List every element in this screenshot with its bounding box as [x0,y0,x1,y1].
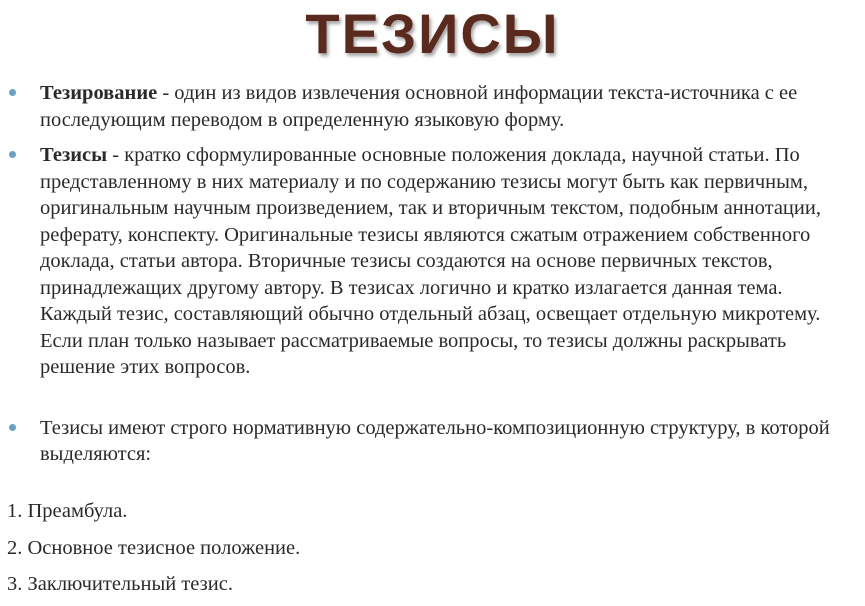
bullet-text: Тезисы имеют строго нормативную содержательно-композиционную структуру, в которой выделяются: [40,416,830,465]
bullet-text: - кратко сформулированные основные положения доклада, научной статьи. По представленному в них материалу и по содержанию тезисы могут быть как первичным, оригинальным научным произведением, так и вторичным текстом, подобным аннотации, реферату, конспекту. Оригинальные тезисы являются сжатым отражением собственного доклада, статьи автора. Вторичные тезисы создаются на основе первичных текстов, принадлежащих другому автору. В тезисах логично и кратко излагается данная тема. Каждый тезис, составляющий обычно отдельный абзац, освещает отдельную микротему. Если план только называет рассматриваемые вопросы, то тезисы должны раскрывать решение этих вопросов. [40,144,821,378]
list-item: 3. Заключительный тезис. [7,573,233,595]
bullet-item-tezirovanie [0,80,865,133]
bullet-dot-icon [9,424,16,431]
bullet-term: Тезирование [40,82,158,104]
bullet-item-structure [0,415,865,468]
list-item: 1. Преамбула. [7,500,128,522]
bullet-text: - один из видов извлечения основной информации текста-источника с ее последующим переводом в определенную языковую форму. [40,82,798,131]
list-item: 2. Основное тезисное положение. [7,537,301,559]
bullet-dot-icon [9,151,16,158]
bullet-term: Тезисы [40,144,108,166]
bullet-item-tezisy [0,142,865,381]
page-title: ТЕЗИСЫ [305,2,560,65]
bullet-list [0,80,865,468]
bullet-dot-icon [9,89,16,96]
